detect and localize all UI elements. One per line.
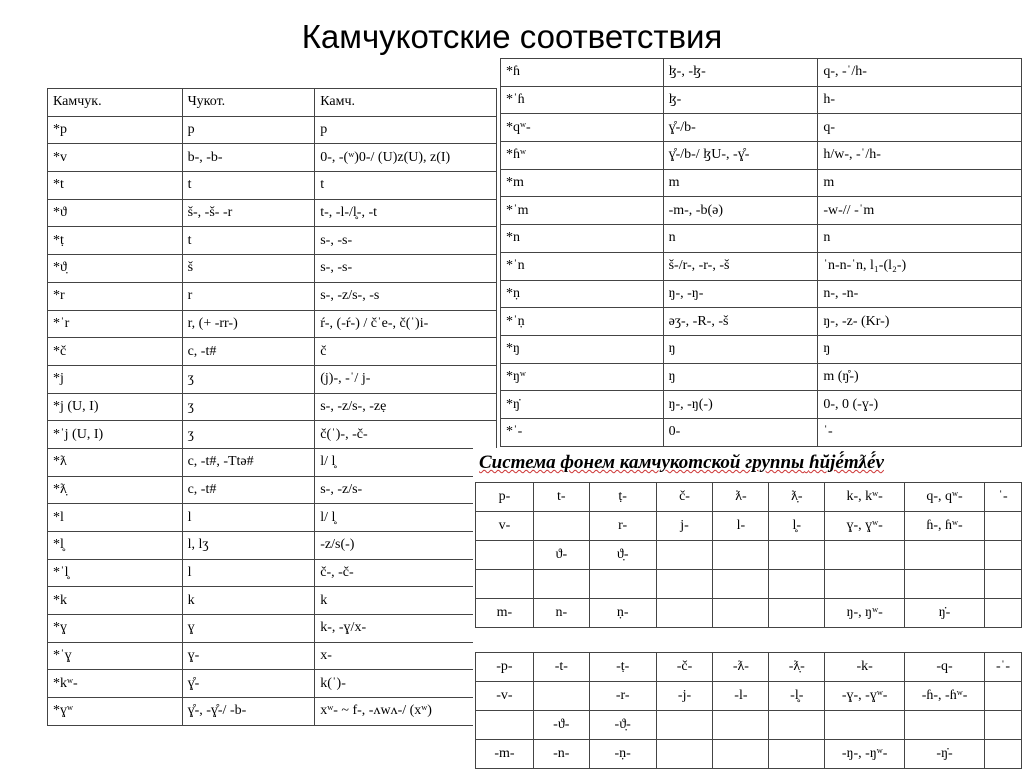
grid-gap [473,628,1024,646]
table-row [48,698,497,726]
table-cell: *p [48,116,183,144]
table-row [48,421,497,449]
table-cell: c, -t# [182,476,315,504]
table-cell: *ϑ [48,199,183,227]
table-cell: s-, -z/s-, -zẹ [315,393,497,421]
table-cell [656,599,713,628]
grid-row [476,541,1022,570]
column-header: Камч. [315,89,497,117]
table-cell: m (ŋ̊-) [818,363,1022,391]
table-cell: š [182,255,315,283]
column-header: Чукот. [182,89,315,117]
table-row [48,615,497,643]
left-correspondence-table [47,88,497,726]
table-cell: ƛ̣- [769,483,825,512]
grid-row [476,483,1022,512]
table-cell: p [182,116,315,144]
table-cell: t- [533,483,589,512]
table-cell: *ṇ [501,280,664,308]
table-cell: ϑ- [533,541,589,570]
table-row [501,169,1022,197]
table-cell: ŋ-, ŋʷ- [825,599,905,628]
table-cell: -ŋ-, -ŋʷ- [825,740,905,769]
table-row [48,227,497,255]
table-cell: s-, -s- [315,227,497,255]
table-cell [985,682,1022,711]
table-cell: t [182,172,315,200]
table-cell: k-, kʷ- [825,483,905,512]
table-cell: ŋ [663,335,818,363]
table-cell: h/w-, -ˈ/h- [818,142,1022,170]
table-cell: -ṭ- [589,653,656,682]
table-cell: -n- [533,740,589,769]
table-cell: l- [713,512,769,541]
table-cell: ṭ- [589,483,656,512]
table-cell: ʒ [182,393,315,421]
table-row [48,448,497,476]
table-cell: ˈn-n-ˈn, l₁-(l₂-) [818,252,1022,280]
table-cell: č(ˈ)-, -č- [315,421,497,449]
table-cell: *ˈɣ [48,642,183,670]
table-row [48,310,497,338]
table-cell: k [315,587,497,615]
table-cell: *ˈ- [501,418,664,446]
table-cell: *kʷ- [48,670,183,698]
table-cell: 0-, -(ʷ)0-/ (U)z(U), z(I) [315,144,497,172]
table-cell: p [315,116,497,144]
table-cell: ṇ- [589,599,656,628]
table-cell: *ŋʷ [501,363,664,391]
table-cell: -ƛ- [713,653,769,682]
table-cell: ŋ-, -ŋ- [663,280,818,308]
table-cell: c, -t# [182,338,315,366]
table-row [48,144,497,172]
table-cell: *k [48,587,183,615]
medial-phoneme-grid [475,652,1022,769]
table-cell [476,541,534,570]
table-cell: -ɣ-, -ɣʷ- [825,682,905,711]
table-cell: ɣ̊-/b- [663,114,818,142]
table-row [48,532,497,560]
phoneme-system-title-cyrillic: Система фонем камчукотской группы [479,452,805,473]
table-cell: *ɣʷ [48,698,183,726]
table-cell [713,541,769,570]
table-cell [984,512,1021,541]
table-cell: ʒ [182,421,315,449]
table-cell: j- [656,512,713,541]
table-cell: ɣ̊-/b-/ ɮU-, -ɣ̊- [663,142,818,170]
column-header: Камчук. [48,89,183,117]
table-cell [769,541,825,570]
table-cell [656,740,713,769]
table-row [501,86,1022,114]
table-cell: q-, -ˈ/h- [818,59,1022,87]
table-cell [825,711,905,740]
table-cell: -j- [656,682,713,711]
slide-title: Камчукотские соответствия [301,18,723,55]
table-cell: t [315,172,497,200]
table-cell [905,570,985,599]
table-cell: ɣ [182,615,315,643]
table-cell: š-/r-, -r-, -š [663,252,818,280]
table-cell: k [182,587,315,615]
table-cell: 0-, 0 (-ɣ-) [818,391,1022,419]
table-cell: k-, -ɣ/x- [315,615,497,643]
table-cell: l, lʒ [182,532,315,560]
table-cell: b-, -b- [182,144,315,172]
initial-phoneme-grid [475,482,1022,628]
table-cell: 0- [663,418,818,446]
grid-row [476,512,1022,541]
table-cell [476,711,534,740]
table-cell [656,570,713,599]
table-cell: t [182,227,315,255]
table-cell: ɮ-, -ɮ- [663,59,818,87]
table-cell: *v [48,144,183,172]
table-cell: m [818,169,1022,197]
table-row [48,282,497,310]
table-cell [984,541,1021,570]
table-cell [589,570,656,599]
table-cell: ɣ̊- [182,670,315,698]
table-cell: *ˈr [48,310,183,338]
table-cell: ˈ- [818,418,1022,446]
table-row [48,587,497,615]
table-row [48,255,497,283]
table-cell: ŋ [818,335,1022,363]
table-cell: l/ l̥ [315,448,497,476]
table-header-row [48,89,497,117]
table-cell: ŋ [663,363,818,391]
table-cell: -ƛ̣- [769,653,825,682]
table-cell: l̥- [769,512,825,541]
table-cell: x- [315,642,497,670]
table-cell [713,570,769,599]
table-cell: q- [818,114,1022,142]
table-cell [476,570,534,599]
table-row [48,642,497,670]
table-cell: r [182,282,315,310]
table-cell: č-, -č- [315,559,497,587]
table-cell [713,599,769,628]
grid-row [476,653,1022,682]
table-cell: -t- [533,653,589,682]
table-row [501,280,1022,308]
table-cell: n [818,225,1022,253]
table-cell: *ɦ [501,59,664,87]
table-cell [984,570,1021,599]
table-cell: ˈ- [984,483,1021,512]
table-cell: *j (U, I) [48,393,183,421]
table-cell: v- [476,512,534,541]
table-row [48,199,497,227]
table-cell [825,541,905,570]
table-cell: ŋ-, -ŋ(-) [663,391,818,419]
table-row [48,365,497,393]
table-cell [533,512,589,541]
table-cell: -m- [476,740,534,769]
table-row [501,418,1022,446]
table-row [48,559,497,587]
table-cell: ƛ- [713,483,769,512]
table-cell: *ˈɦ [501,86,664,114]
table-cell: *l̥ [48,532,183,560]
table-cell: c, -t#, -Ttə# [182,448,315,476]
table-cell: *ŋ̇ [501,391,664,419]
table-cell [905,711,985,740]
table-cell [656,711,713,740]
phoneme-system-panel [473,448,1024,768]
table-cell: *ϑ̣ [48,255,183,283]
table-cell: -l- [713,682,769,711]
table-cell: *ˈl̥ [48,559,183,587]
table-cell [533,682,589,711]
table-row [501,335,1022,363]
table-cell: s-, -z/s-, -s [315,282,497,310]
table-cell: -ŋ̇- [905,740,985,769]
grid-row [476,740,1022,769]
table-cell: *ˈm [501,197,664,225]
table-cell: ŋ̇- [905,599,985,628]
table-cell: -l̥- [769,682,825,711]
table-cell: č- [656,483,713,512]
table-cell: n [663,225,818,253]
table-cell: ɣ- [182,642,315,670]
table-cell: -q- [905,653,985,682]
table-row [48,116,497,144]
table-row [501,391,1022,419]
table-cell [656,541,713,570]
table-cell: -m-, -b(ə) [663,197,818,225]
table-cell [984,599,1021,628]
grid-row [476,682,1022,711]
table-row [48,393,497,421]
table-cell: (j)-, -ˈ/ j- [315,365,497,393]
table-cell: *qʷ- [501,114,664,142]
table-cell [533,570,589,599]
table-cell: *ˈn [501,252,664,280]
phoneme-system-title [479,452,884,474]
table-cell: ʒ [182,365,315,393]
table-cell [769,740,825,769]
table-cell: m [663,169,818,197]
table-row [501,114,1022,142]
table-cell: *ˈj (U, I) [48,421,183,449]
table-row [48,476,497,504]
phoneme-system-title-latin: ɦŭjé́mƛé́v [809,452,884,473]
table-cell: -z/s(-) [315,532,497,560]
table-row [48,504,497,532]
table-cell: *m [501,169,664,197]
table-row [48,172,497,200]
table-cell: n- [533,599,589,628]
table-cell: ϑ̣- [589,541,656,570]
table-cell [769,599,825,628]
table-cell: -č- [656,653,713,682]
table-cell: ŋ-, -z- (Kr-) [818,308,1022,336]
table-cell [825,570,905,599]
table-cell: *n [501,225,664,253]
table-cell: -p- [476,653,534,682]
table-row [501,197,1022,225]
table-cell: l [182,559,315,587]
table-cell: s-, -s- [315,255,497,283]
table-cell: -ṇ- [589,740,656,769]
table-cell [769,711,825,740]
table-cell: *ƛ̣ [48,476,183,504]
table-cell [905,541,985,570]
table-cell: *r [48,282,183,310]
table-row [48,670,497,698]
table-row [501,363,1022,391]
table-cell: l [182,504,315,532]
table-row [501,308,1022,336]
table-cell: əʒ-, -R-, -š [663,308,818,336]
table-cell: -w-// -ˈm [818,197,1022,225]
table-cell [713,711,769,740]
table-cell: r, (+ -rr-) [182,310,315,338]
right-correspondence-table [500,58,1022,447]
table-row [48,338,497,366]
table-cell: *l [48,504,183,532]
table-cell: r- [589,512,656,541]
table-cell: t-, -l-/l̥-, -t [315,199,497,227]
table-cell [769,570,825,599]
grid-row [476,599,1022,628]
table-cell: *ṭ [48,227,183,255]
table-cell: -ϑ̣- [589,711,656,740]
table-cell: n-, -n- [818,280,1022,308]
table-cell: *ŋ [501,335,664,363]
table-cell: *ˈṇ [501,308,664,336]
table-cell: -r- [589,682,656,711]
table-cell: -ˈ- [985,653,1022,682]
table-cell: l/ l̥ [315,504,497,532]
table-cell: ɣ-, ɣʷ- [825,512,905,541]
table-cell: ɦ-, ɦʷ- [905,512,985,541]
table-cell: č [315,338,497,366]
table-cell: *ƛ [48,448,183,476]
table-cell: -ɦ-, -ɦʷ- [905,682,985,711]
table-cell: ŕ-, (-ŕ-) / čˈe-, č(ˈ)i- [315,310,497,338]
table-cell: ɮ- [663,86,818,114]
table-cell: s-, -z/s- [315,476,497,504]
table-cell: *ɦʷ [501,142,664,170]
table-cell: p- [476,483,534,512]
table-cell: š-, -š- -r [182,199,315,227]
grid-row [476,711,1022,740]
table-row [501,142,1022,170]
table-cell: -ϑ- [533,711,589,740]
table-cell: xʷ- ~ f-, -ʌwʌ-/ (xʷ) [315,698,497,726]
table-cell: m- [476,599,534,628]
grid-row [476,570,1022,599]
table-cell: h- [818,86,1022,114]
table-cell [985,711,1022,740]
table-cell [985,740,1022,769]
table-row [501,225,1022,253]
table-row [501,252,1022,280]
table-cell: *t [48,172,183,200]
table-cell: -k- [825,653,905,682]
table-row [501,59,1022,87]
table-cell: k(ˈ)- [315,670,497,698]
table-cell: ɣ̊-, -ɣ̊-/ -b- [182,698,315,726]
table-cell: q-, qʷ- [905,483,985,512]
table-cell: *j [48,365,183,393]
table-cell: -v- [476,682,534,711]
table-cell [713,740,769,769]
table-cell: *č [48,338,183,366]
table-cell: *ɣ [48,615,183,643]
